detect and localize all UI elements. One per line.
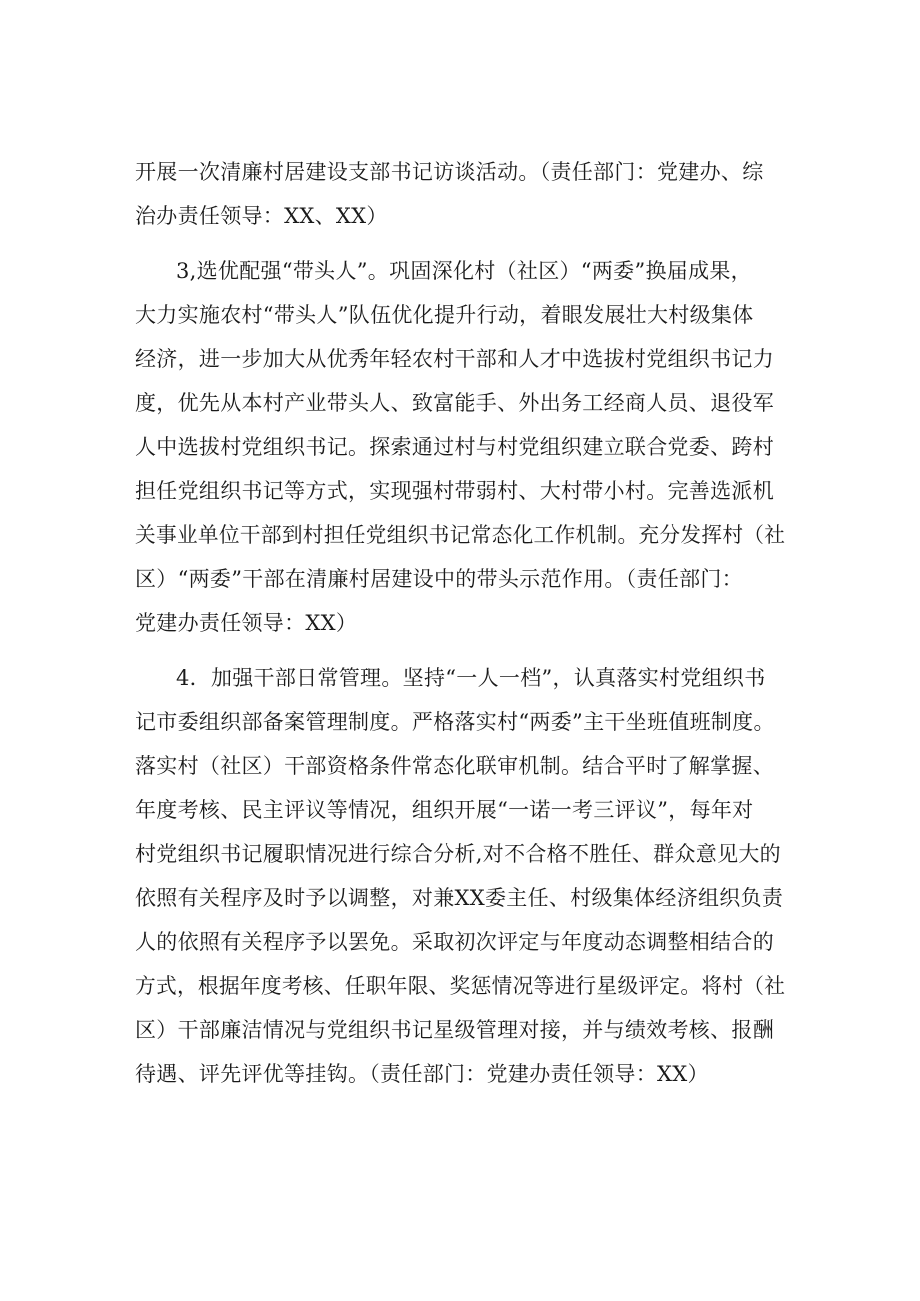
text-line: 度，优先从本村产业带头人、致富能手、外出务工经商人员、退役军 bbox=[135, 391, 774, 415]
paragraph-3-heading-line: 3,选优配强“带头人”。巩固深化村（社区）“两委”换届成果， bbox=[176, 259, 752, 283]
text-line: 治办责任领导：XX、XX） bbox=[135, 204, 388, 228]
text-line: 党建办责任领导：XX） bbox=[135, 611, 358, 635]
text-line: 待遇、评先评优等挂钩。（责任部门：党建办责任领导：XX） bbox=[135, 1062, 709, 1086]
text-line: 记市委组织部备案管理制度。严格落实村“两委”主干坐班值班制度。 bbox=[135, 710, 775, 734]
text-line: 区）干部廉洁情况与党组织书记星级管理对接，并与绩效考核、报酬 bbox=[135, 1018, 774, 1042]
paragraph-4-heading-line: 4．加强干部日常管理。坚持“一人一档”，认真落实村党组织书 bbox=[176, 666, 766, 690]
text-line: 方式，根据年度考核、任职年限、奖惩情况等进行星级评定。将村（社 bbox=[135, 974, 786, 998]
text-line: 村党组织书记履职情况进行综合分析,对不合格不胜任、群众意见大的 bbox=[135, 842, 781, 866]
text-line: 区）“两委”干部在清廉村居建设中的带头示范作用。（责任部门： bbox=[135, 567, 743, 591]
text-line: 人的依照有关程序予以罢免。采取初次评定与年度动态调整相结合的 bbox=[135, 930, 774, 954]
text-line: 经济，进一步加大从优秀年轻农村干部和人才中选拔村党组织书记力 bbox=[135, 347, 774, 371]
text-line: 人中选拔村党组织书记。探索通过村与村党组织建立联合党委、跨村 bbox=[135, 435, 774, 459]
text-line: 大力实施农村“带头人”队伍优化提升行动，着眼发展壮大村级集体 bbox=[135, 303, 754, 327]
text-line: 年度考核、民主评议等情况，组织开展“一诺一考三评议”，每年对 bbox=[135, 798, 754, 822]
text-line: 依照有关程序及时予以调整，对兼XX委主任、村级集体经济组织负责 bbox=[135, 886, 784, 910]
text-line: 关事业单位干部到村担任党组织书记常态化工作机制。充分发挥村（社 bbox=[135, 523, 786, 547]
text-line: 开展一次清廉村居建设支部书记访谈活动。（责任部门：党建办、综 bbox=[135, 160, 764, 184]
text-line: 担任党组织书记等方式，实现强村带弱村、大村带小村。完善选派机 bbox=[135, 479, 774, 503]
text-line: 落实村（社区）干部资格条件常态化联审机制。结合平时了解掌握、 bbox=[135, 754, 774, 778]
